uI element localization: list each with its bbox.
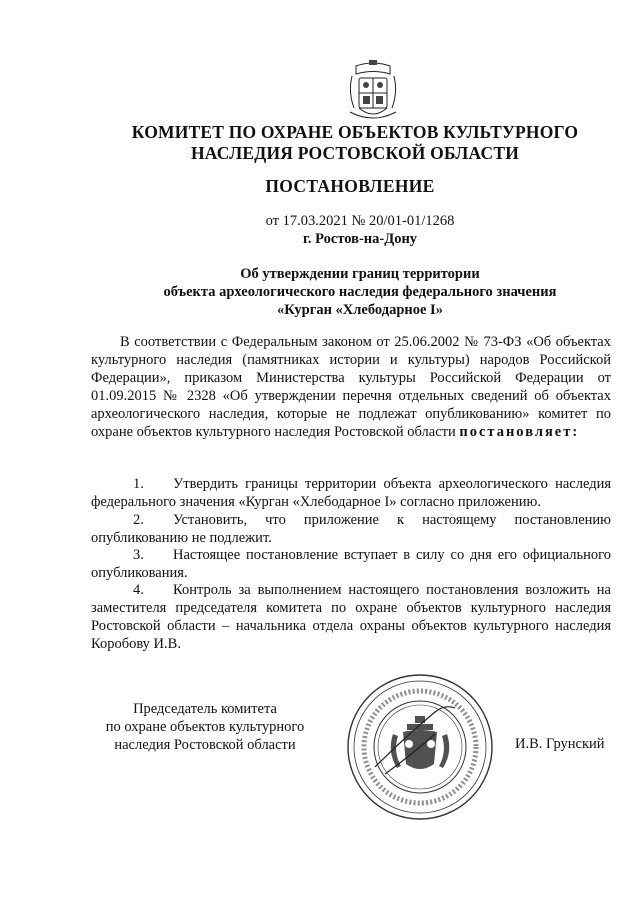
document-type: ПОСТАНОВЛЕНИЕ bbox=[265, 176, 435, 196]
intro-paragraph bbox=[91, 333, 611, 441]
signatory-line1: Председатель комитета bbox=[133, 701, 277, 717]
list-item bbox=[91, 581, 611, 653]
decree-word: постановляет: bbox=[459, 424, 580, 440]
signatory-line3: наследия Ростовской области bbox=[114, 737, 296, 753]
title-line2: объекта археологического наследия федерального значения bbox=[163, 284, 557, 300]
list-item bbox=[91, 475, 611, 511]
title-line3: «Курган «Хлебодарное I» bbox=[277, 302, 443, 318]
signatory-title bbox=[90, 700, 320, 754]
signatory-line2: по охране объектов культурного bbox=[105, 719, 305, 735]
list-item bbox=[91, 546, 611, 582]
item-text: Установить, что приложение к настоящему постановлению опубликованию не подлежит. bbox=[91, 512, 611, 546]
seal-icon bbox=[345, 672, 495, 822]
signatory-name: И.В. Грунский bbox=[515, 736, 605, 752]
item-number: 1. bbox=[133, 476, 144, 492]
date-number: от 17.03.2021 № 20/01-01/1268 bbox=[265, 213, 455, 229]
city: г. Ростов-на-Дону bbox=[302, 231, 418, 247]
list-item bbox=[91, 511, 611, 547]
item-text: Утвердить границы территории объекта археологического наследия федерального значения «Курган «Хлебодарное I» согласно приложению. bbox=[91, 476, 611, 510]
coat-of-arms-icon bbox=[344, 58, 402, 124]
intro-text: В соответствии с Федеральным законом от 25.06.2002 № 73-ФЗ «Об объектах культурного наследия (памятниках истории и культуры) народов Российской Федерации», приказом Министерства культуры Российской Федерации от 01.09.2015 № 2328 «Об утверждении перечня отдельных сведений об объектах археологического наследия, которые не подлежат опубликованию» комитет по охране объектов культурного наследия Ростовской области bbox=[91, 334, 611, 440]
item-text: Контроль за выполнением настоящего постановления возложить на заместителя председателя комитета по охране объектов культурного наследия Ростовской области – начальника отдела охраны объектов культурного наследия Коробову И.В. bbox=[91, 582, 611, 652]
item-number: 2. bbox=[133, 512, 144, 528]
item-number: 3. bbox=[133, 547, 144, 563]
organization-name-line1: КОМИТЕТ ПО ОХРАНЕ ОБЪЕКТОВ КУЛЬТУРНОГО bbox=[131, 122, 579, 142]
item-text: Настоящее постановление вступает в силу со дня его официального опубликования. bbox=[91, 547, 611, 581]
organization-name-line2: НАСЛЕДИЯ РОСТОВСКОЙ ОБЛАСТИ bbox=[190, 143, 520, 163]
item-number: 4. bbox=[133, 582, 144, 598]
title-line1: Об утверждении границ территории bbox=[240, 266, 480, 282]
